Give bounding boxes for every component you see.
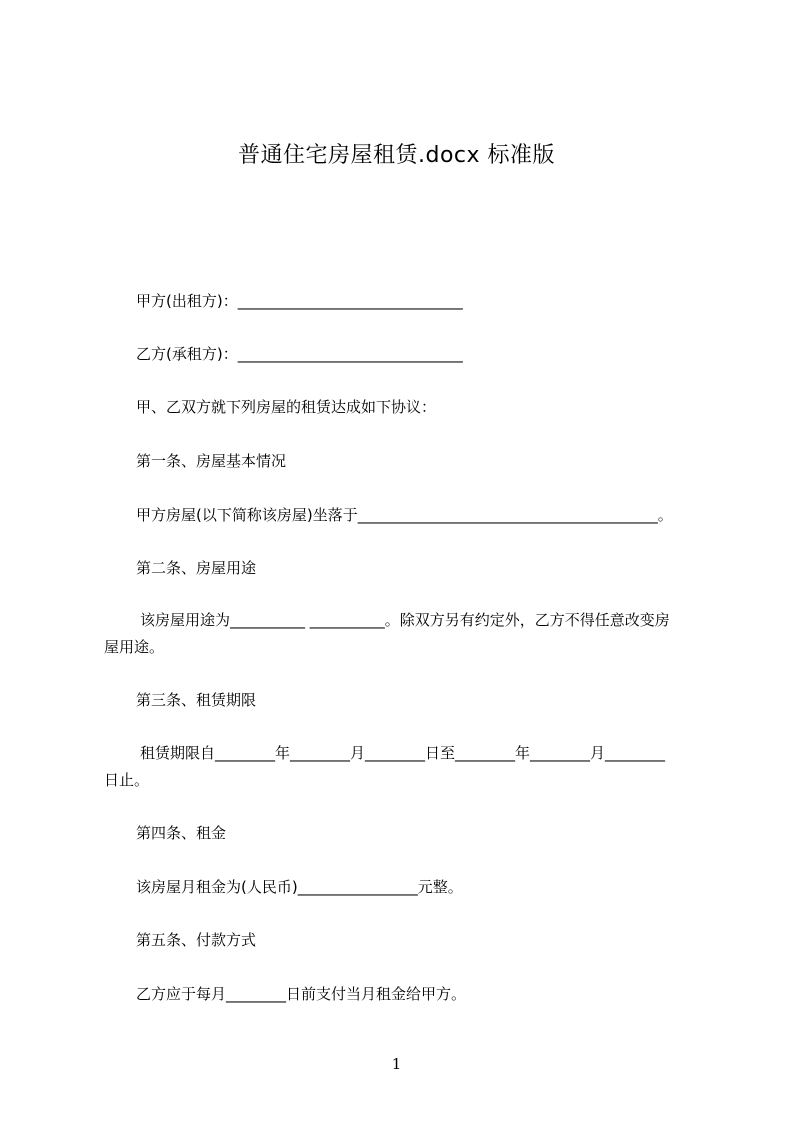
article-4-body: 该房屋月租金为(人民币)________________元整。: [136, 878, 463, 896]
article-5-heading: 第五条、付款方式: [136, 931, 257, 949]
article-1-body: 甲方房屋(以下简称该房屋)坐落于________________________________________。: [136, 506, 673, 524]
intro-paragraph: 甲、乙双方就下列房屋的租赁达成如下协议：: [136, 398, 437, 416]
article-4-heading: 第四条、租金: [136, 824, 227, 842]
article-1-heading: 第一条、房屋基本情况: [136, 452, 287, 470]
article-3-body-line2: 日止。: [104, 771, 150, 789]
document-title: 普通住宅房屋租赁.docx 标准版: [237, 143, 556, 168]
party-a-line: 甲方(出租方)：______________________________: [136, 292, 463, 310]
article-3-heading: 第三条、租赁期限: [136, 691, 257, 709]
article-5-body: 乙方应于每月________日前支付当月租金给甲方。: [136, 985, 467, 1003]
article-3-body-line1: 租赁期限自________年________月________日至________年________月________: [140, 744, 666, 762]
article-2-body-line1: 该房屋用途为__________ __________。除双方另有约定外，乙方不得任意改变房: [140, 611, 670, 629]
article-2-body-line2: 屋用途。: [104, 638, 165, 656]
party-b-line: 乙方(承租方)：______________________________: [136, 345, 463, 363]
article-2-heading: 第二条、房屋用途: [136, 559, 257, 577]
page-number: 1: [391, 1055, 402, 1073]
